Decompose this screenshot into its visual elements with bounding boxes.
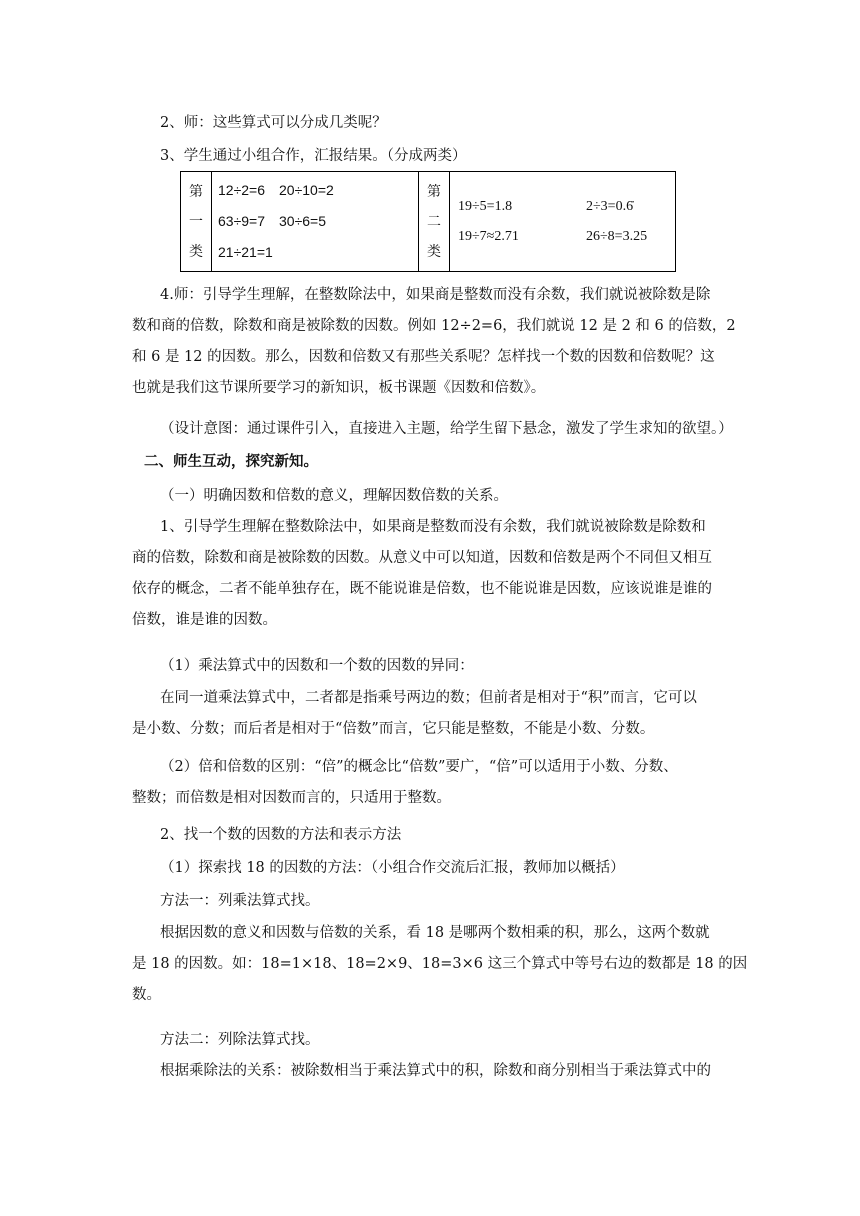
method-1-heading: 方法一：列乘法算式找。 xyxy=(160,893,320,909)
method-2-heading: 方法二：列除法算式找。 xyxy=(160,1032,320,1048)
method-1-body: 根据因数的意义和因数与倍数的关系，看 18 是哪两个数相乘的积，那么，这两个数就 是 18 的因数。如：18=1×18、18=2×9、18=3×6 这三个算式中等号右边的数都是 18 的因 数。 xyxy=(132,925,748,1003)
method-2-body: 根据乘除法的关系：被除数相当于乘法算式中的积，除数和商分别相当于乘法算式中的 xyxy=(160,1063,711,1079)
point-2-heading: 2、找一个数的因数的方法和表示方法 xyxy=(160,827,402,843)
question-2: 2、师：这些算式可以分成几类呢？ xyxy=(160,115,387,131)
category-two-label: 第 二 类 xyxy=(419,172,450,272)
equation-row: 12÷2=6 20÷10=2 xyxy=(218,182,334,198)
point-1-1-heading: （1）乘法算式中的因数和一个数的因数的异同： xyxy=(160,658,474,674)
classification-table xyxy=(180,171,676,272)
point-2-1-heading: （1）探索找 18 的因数的方法：（小组合作交流后汇报，教师加以概括） xyxy=(160,860,625,876)
equation-row: 19÷7≈2.71 26÷8=3.25 xyxy=(458,228,648,244)
category-one-equations xyxy=(212,172,419,272)
point-1-2-body: （2）倍和倍数的区别：“倍”的概念比“倍数”要广，“倍”可以适用于小数、分数、 整数；而倍数是相对因数而言的，只适用于整数。 xyxy=(132,759,678,806)
equation-row: 19÷5=1.8 2÷3=0.6̇ xyxy=(458,198,634,214)
question-3: 3、学生通过小组合作，汇报结果。（分成两类） xyxy=(160,148,467,164)
paragraph-1: 1、引导学生理解在整数除法中，如果商是整数而没有余数，我们就说被除数是除数和 商的倍数，除数和商是被除数的因数。从意义中可以知道，因数和倍数是两个不同但又相互 依存的概念，二者不能单独存在，既不能说谁是倍数，也不能说谁是因数，应该说谁是谁的 倍数，谁是谁的因数。 xyxy=(132,519,712,628)
equation-row: 63÷9=7 30÷6=5 xyxy=(218,213,327,229)
equation-row: 21÷21=1 xyxy=(218,244,273,260)
category-two-equations xyxy=(450,172,676,272)
subsection-1-heading: （一）明确因数和倍数的意义，理解因数倍数的关系。 xyxy=(160,488,508,504)
section-2-heading: 二、师生互动，探究新知。 xyxy=(144,453,318,470)
point-1-1-body: 在同一道乘法算式中，二者都是指乘号两边的数；但前者是相对于“积”而言，它可以 是小数、分数；而后者是相对于“倍数”而言，它只能是整数，不能是小数、分数。 xyxy=(132,690,697,737)
category-one-label: 第 一 类 xyxy=(181,172,212,272)
paragraph-4: 4.师：引导学生理解，在整数除法中，如果商是整数而没有余数，我们就说被除数是除 数和商的倍数，除数和商是被除数的因数。例如 12÷2=6，我们就说 12 是 2 和 6 的倍数，2 和 6 是 12 的因数。那么，因数和倍数又有那些关系呢？怎样找一个数的因数和倍数呢？这 也就是我们这节课所要学习的新知识，板书课题《因数和倍数》。 xyxy=(132,287,736,396)
design-note: （设计意图：通过课件引入，直接进入主题，给学生留下悬念，激发了学生求知的欲望。） xyxy=(160,421,733,437)
